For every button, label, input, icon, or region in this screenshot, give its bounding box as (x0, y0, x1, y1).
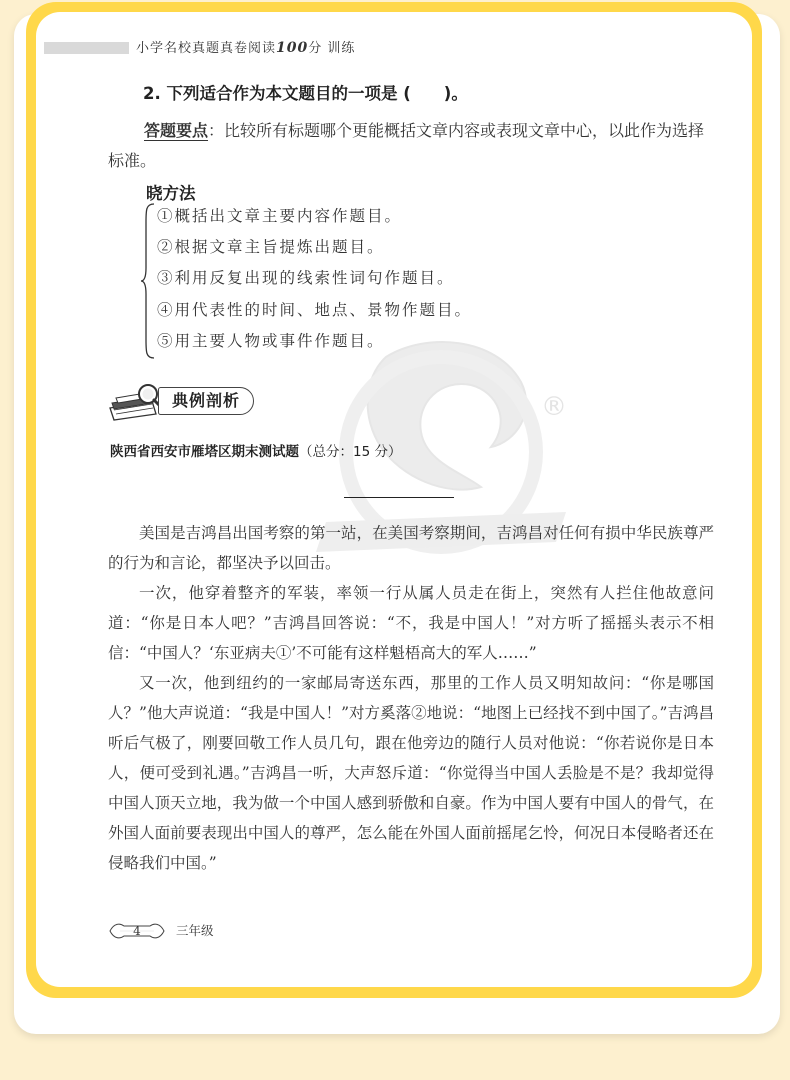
header-title-text: 小学名校真题真卷阅读 (136, 41, 277, 56)
method-item: ①概括出文章主要内容作题目。 (157, 207, 403, 225)
left-brace-icon (141, 202, 155, 360)
method-item: ③利用反复出现的线索性词句作题目。 (157, 269, 455, 288)
svg-text:®: ® (541, 392, 567, 422)
story-text (108, 518, 714, 878)
section-title: 典例剖析 (158, 387, 254, 415)
page-number: 4 (133, 924, 141, 938)
method-item: ⑤用主要人物或事件作题目。 (157, 331, 385, 350)
grade-label: 三年级 (176, 923, 214, 938)
method-item: ②根据文章主旨提炼出题目。 (157, 238, 385, 257)
exam-source-text: 陕西省西安市雁塔区期末测试题 (110, 444, 299, 460)
method-item: ④用代表性的时间、地点、景物作题目。 (157, 300, 473, 319)
question-title: 2. 下列适合作为本文题目的一项是 ( )。 (143, 84, 468, 103)
header-title-number: 100 (276, 40, 309, 56)
answer-tip (108, 116, 708, 176)
story-paragraph: 一次，他穿着整齐的军装，率领一行从属人员走在街上，突然有人拦住他故意问道：“你是日本人吧？”吉鸿昌回答说：“不，我是中国人！”对方听了摇摇头表示不相信：“中国人？‘东亚病夫①’不可能有这样魁梧高大的军人……” (108, 584, 714, 662)
header-bar (44, 42, 129, 54)
header-title (136, 37, 355, 56)
story-title-blank (344, 497, 454, 498)
answer-tip-label: 答题要点 (144, 121, 209, 140)
answer-tip-text: ：比较所有标题哪个更能概括文章内容或表现文章中心，以此作为选择标准。 (108, 121, 705, 170)
story-paragraph: 又一次，他到纽约的一家邮局寄送东西，那里的工作人员又明知故问：“你是哪国人？”他大声说道：“我是中国人！”对方奚落②地说：“地图上已经找不到中国了。”吉鸿昌听后气极了，刚要回敬工作人员几句，跟在他旁边的随行人员对他说：“你若说你是日本人，便可受到礼遇。”吉鸿昌一听，大声怒斥道：“你觉得当中国人丢脸是不是？我却觉得中国人顶天立地，我为做一个中国人感到骄傲和自豪。作为中国人要有中国人的骨气，在外国人面前要表现出中国人的尊严，怎么能在外国人面前摇尾乞怜，何况日本侵略者还在侵略我们中国。” (108, 674, 714, 872)
page-content (36, 12, 752, 987)
header-title-suffix: 分 训练 (308, 41, 356, 56)
method-title: 晓方法 (146, 184, 196, 203)
story-paragraph: 美国是吉鸿昌出国考察的第一站，在美国考察期间，吉鸿昌对任何有损中华民族尊严的行为和言论，都坚决予以回击。 (108, 524, 714, 572)
method-list (157, 201, 472, 357)
exam-score: （总分：15 分） (299, 444, 402, 460)
exam-source (110, 440, 401, 460)
